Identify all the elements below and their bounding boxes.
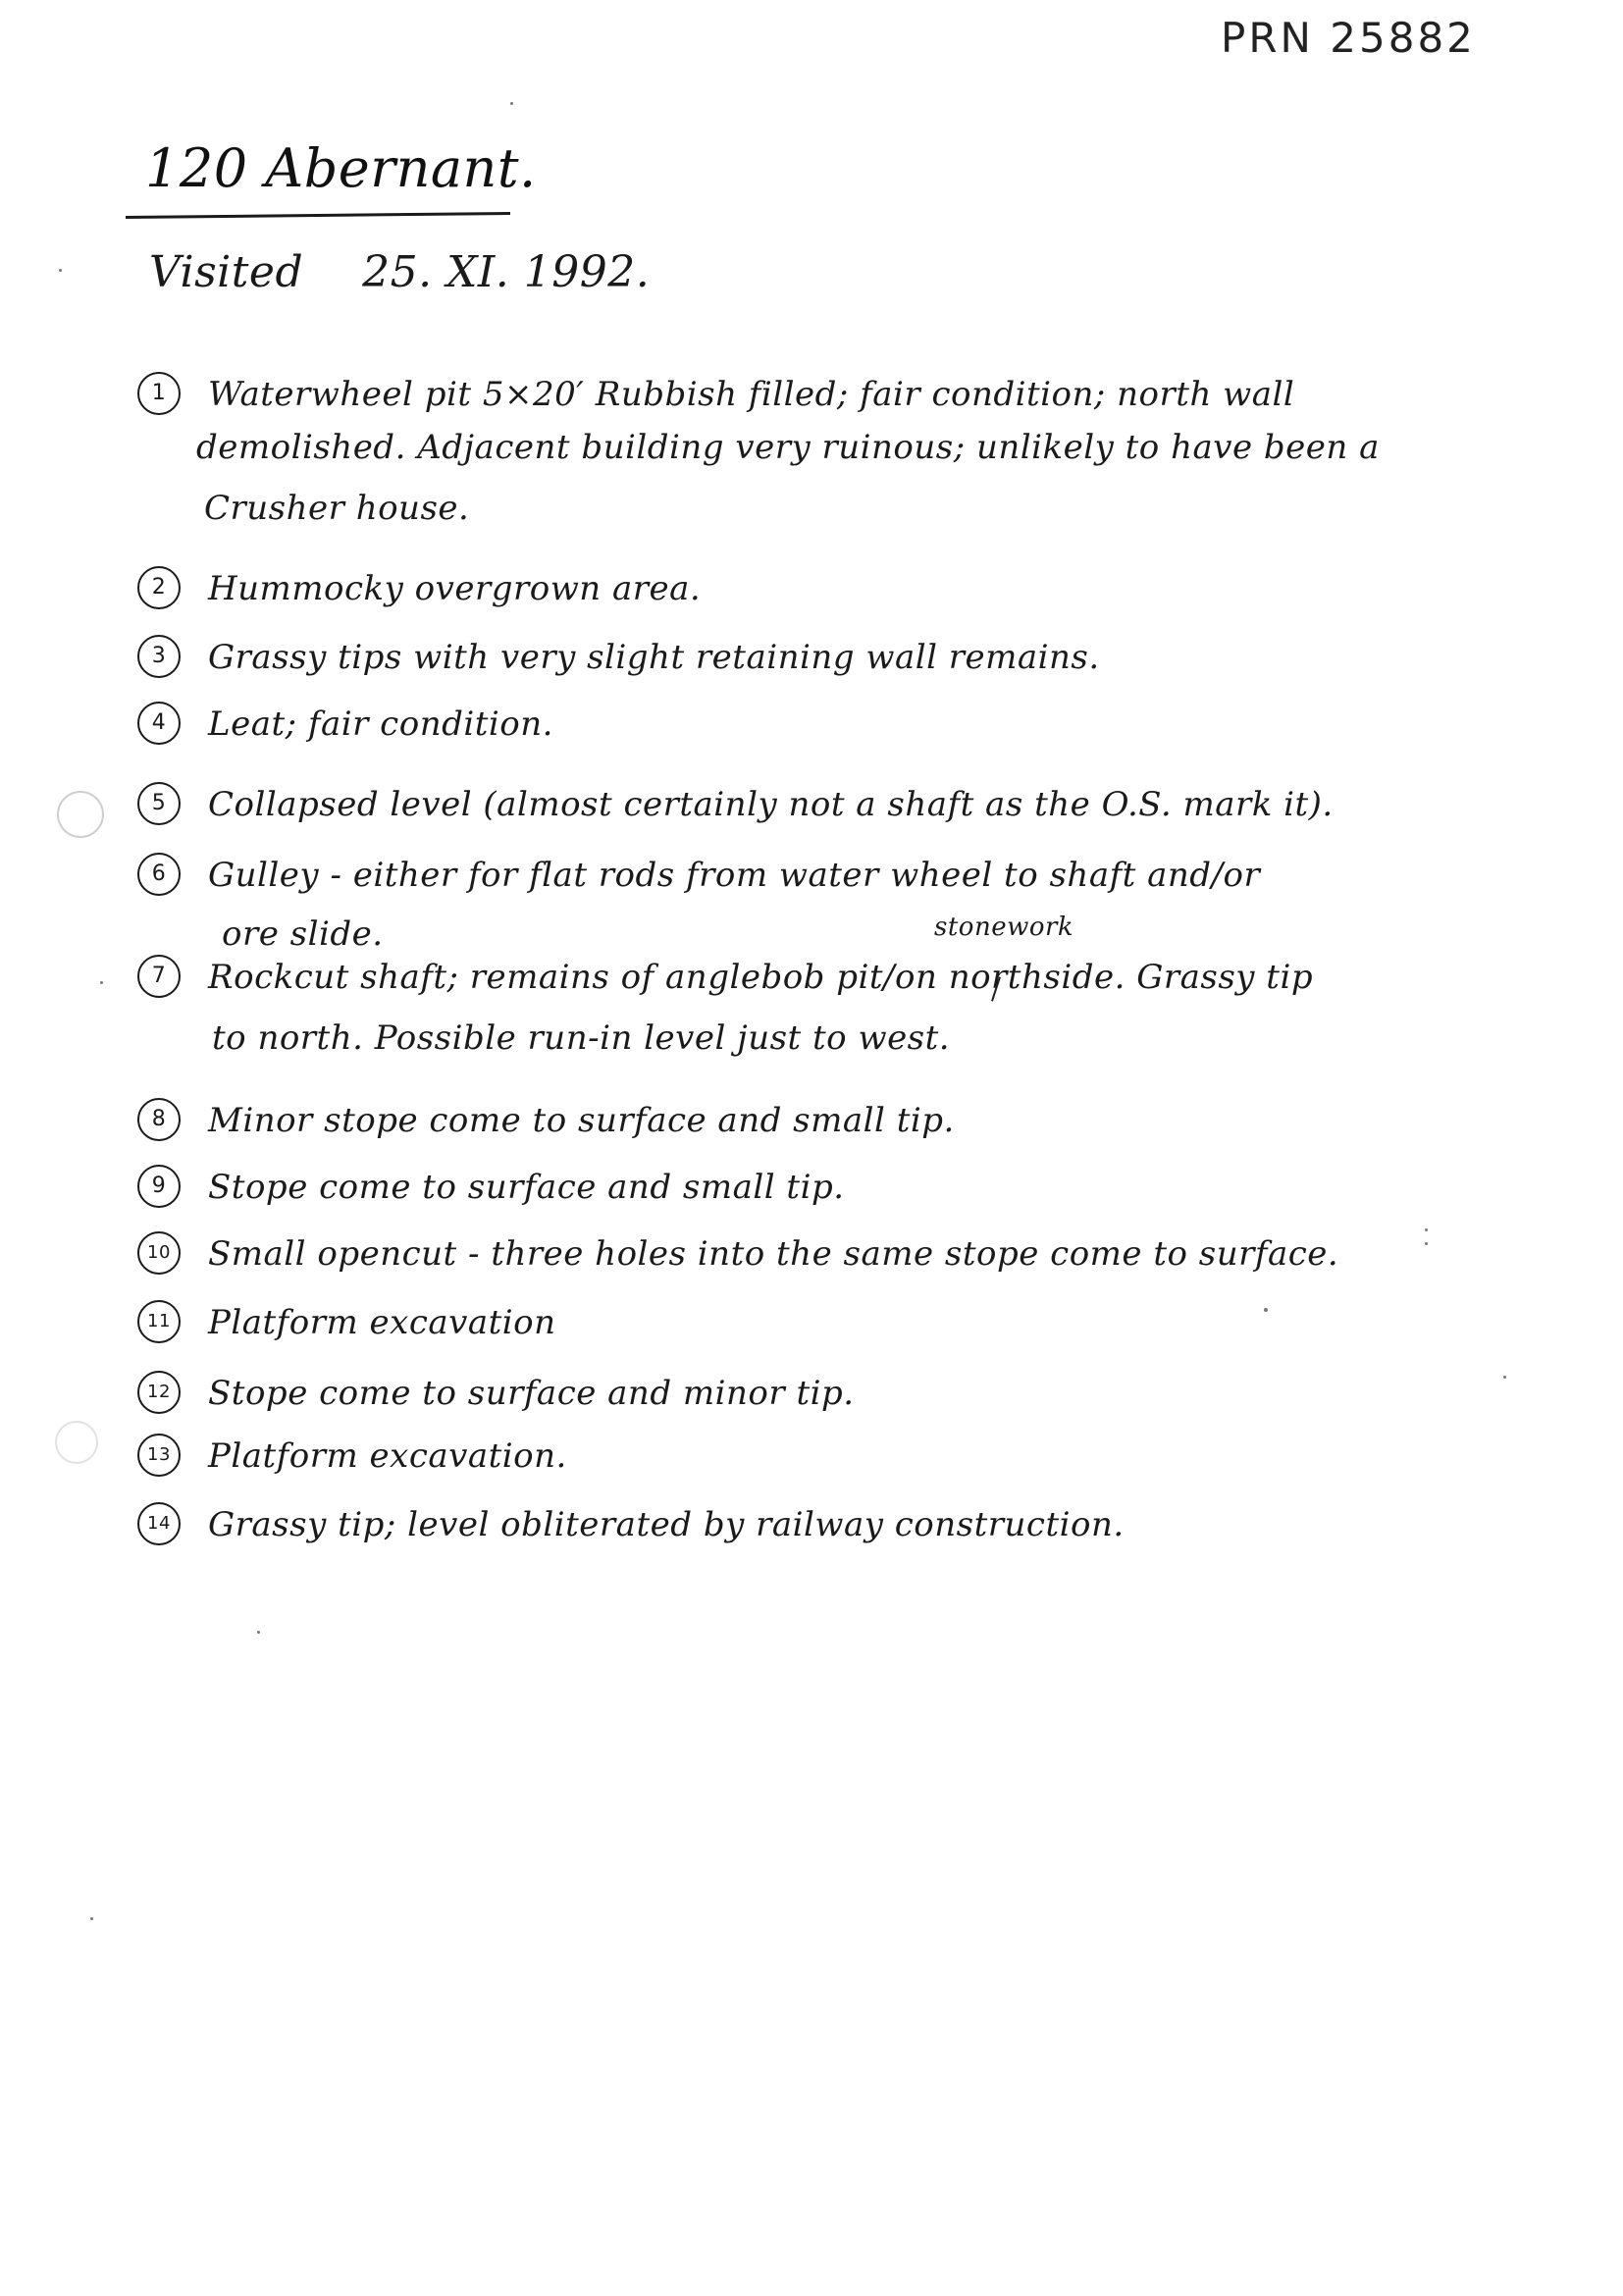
entry-1-line-3: Crusher house. [204,489,470,528]
entry-text: Grassy tip; level obliterated by railway construction. [208,1505,1125,1544]
entry-text: Waterwheel pit 5×20′ Rubbish filled; fair condition; north wall [208,375,1295,414]
entry-3 [137,628,1100,687]
entry-number: 11 [137,1300,181,1343]
entry-text: Minor stope come to surface and small tip. [208,1101,955,1140]
entry-7-line-2: to north. Possible run-in level just to west. [212,1018,951,1058]
entry-1 [137,365,1294,424]
entry-7 [137,948,1313,1007]
entry-text: Rockcut shaft; remains of anglebob pit/on northside. Grassy tip [208,958,1314,997]
entry-6 [137,846,1260,905]
entry-number: 5 [137,782,181,825]
page-title: 120 Abernant. [145,137,537,199]
scan-speck [1503,1376,1506,1379]
entry-9 [137,1158,845,1217]
entry-number: 12 [137,1371,181,1414]
scan-speck [90,1917,93,1920]
entry-number: 2 [137,566,181,609]
entry-11 [137,1293,556,1352]
visited-date: 25. XI. 1992. [362,247,651,297]
entry-text: Hummocky overgrown area. [208,569,702,608]
entry-10 [137,1225,1338,1283]
prn-reference: PRN 25882 [1221,14,1476,62]
entry-12 [137,1364,855,1423]
title-underline [126,212,510,219]
entry-number: 13 [137,1434,181,1477]
scan-speck [1264,1308,1268,1312]
entry-4 [137,695,553,754]
scan-speck [59,269,62,272]
entry-number: 9 [137,1165,181,1208]
scan-speck [100,981,103,984]
entry-number: 7 [137,955,181,998]
scan-speck [1425,1228,1428,1231]
scan-speck [1425,1242,1428,1245]
entry-number: 3 [137,635,181,678]
entry-14 [137,1495,1125,1554]
punch-hole-mark [57,791,104,838]
entry-text: Gulley - either for flat rods from water wheel to shaft and/or [208,856,1261,895]
entry-2 [137,559,701,618]
entry-text: Platform excavation. [208,1436,567,1476]
entry-text: Platform excavation [208,1303,556,1342]
scan-speck [510,102,513,105]
entry-number: 10 [137,1231,181,1275]
visited-label: Visited [149,247,304,297]
entry-13 [137,1427,567,1486]
entry-number: 14 [137,1502,181,1545]
entry-text: Small opencut - three holes into the same stope come to surface. [208,1234,1339,1274]
entry-5 [137,775,1334,834]
entry-1-line-2: demolished. Adjacent building very ruinous; unlikely to have been a [196,428,1380,467]
entry-6-line-2: ore slide. [222,914,384,954]
entry-8 [137,1091,955,1150]
entry-number: 8 [137,1098,181,1141]
entry-number: 6 [137,853,181,896]
punch-hole-mark [55,1421,98,1464]
entry-text: Stope come to surface and minor tip. [208,1374,855,1413]
entry-text: Grassy tips with very slight retaining wall remains. [208,638,1100,677]
entry-text: Collapsed level (almost certainly not a shaft as the O.S. mark it). [208,785,1334,824]
entry-text: Stope come to surface and small tip. [208,1168,845,1207]
entry-number: 4 [137,702,181,745]
scan-speck [257,1631,260,1634]
entry-text: Leat; fair condition. [208,704,553,744]
entry-number: 1 [137,372,181,415]
visit-date-line [149,247,650,297]
entry-7-insertion: stonework [934,913,1074,942]
